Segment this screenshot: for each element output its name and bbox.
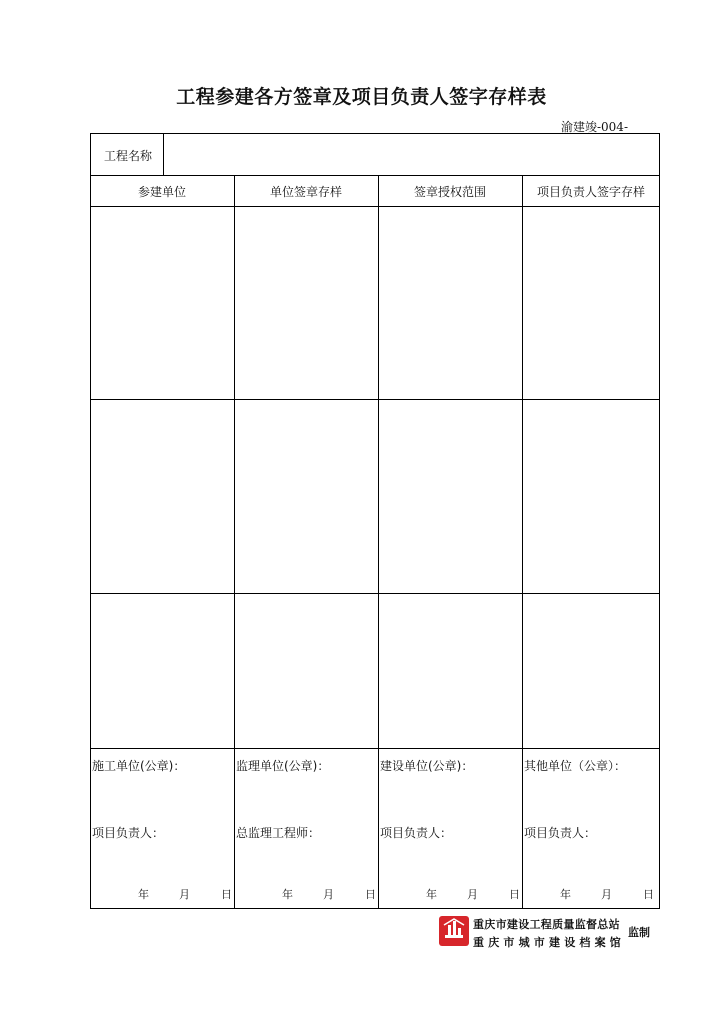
column-divider bbox=[378, 175, 379, 908]
row-divider bbox=[90, 175, 660, 176]
header-unit-seal-sample: 单位签章存样 bbox=[269, 185, 342, 199]
issuer-footer bbox=[439, 914, 659, 954]
header-leader-signature-sample: 项目负责人签字存样 bbox=[536, 185, 645, 199]
building-logo-icon bbox=[439, 916, 469, 946]
form-code: 渝建竣-004- bbox=[560, 120, 628, 134]
row-divider bbox=[90, 593, 660, 594]
form-table bbox=[90, 133, 660, 909]
row-divider bbox=[90, 206, 660, 207]
row-divider bbox=[90, 399, 660, 400]
header-seal-authorization-scope: 签章授权范围 bbox=[413, 185, 486, 199]
supervise-label: 监制 bbox=[628, 926, 650, 939]
owner-unit-seal-label: 建设单位(公章)： bbox=[380, 759, 474, 773]
supervision-unit-seal-label: 监理单位(公章)： bbox=[236, 759, 330, 773]
header-participating-unit: 参建单位 bbox=[137, 185, 186, 199]
column-divider bbox=[234, 175, 235, 908]
other-leader-label: 项目负责人： bbox=[524, 826, 597, 840]
form-title: 工程参建各方签章及项目负责人签字存样表 bbox=[176, 86, 547, 108]
project-name-label: 工程名称 bbox=[104, 149, 153, 163]
project-name-field[interactable] bbox=[172, 147, 652, 165]
construction-unit-seal-label: 施工单位(公章)： bbox=[92, 759, 186, 773]
row-divider bbox=[90, 748, 660, 749]
issuer-org-line1: 重庆市建设工程质量监督总站 bbox=[473, 918, 620, 931]
issuer-org-line2: 重庆市城市建设档案馆 bbox=[473, 936, 625, 949]
column-divider bbox=[522, 175, 523, 908]
column-divider bbox=[163, 133, 164, 175]
construction-leader-label: 项目负责人： bbox=[92, 826, 165, 840]
chief-supervisor-label: 总监理工程师： bbox=[236, 826, 321, 840]
owner-leader-label: 项目负责人： bbox=[380, 826, 453, 840]
other-unit-seal-label: 其他单位（公章）： bbox=[524, 759, 627, 773]
